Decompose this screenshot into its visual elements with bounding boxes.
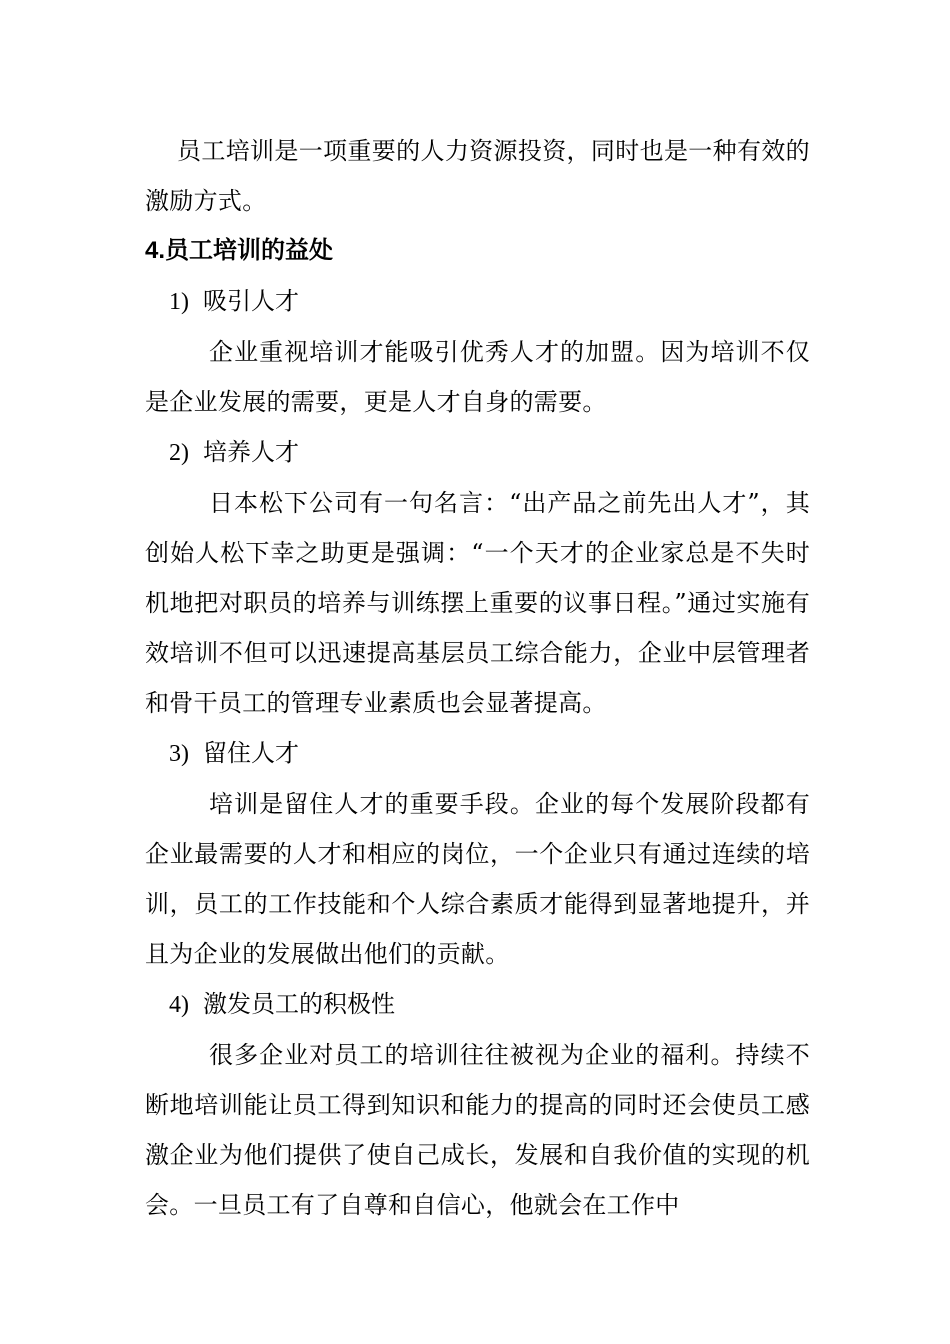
list-title: 留住人才 [203,739,299,767]
list-title: 吸引人才 [203,287,299,315]
list-number: 4) [169,992,189,1018]
item-2-body: 日本松下公司有一句名言：“出产品之前先出人才”，其创始人松下幸之助更是强调：“一个天才的企业家总是不失时机地把对职员的培养与训练摆上重要的议事日程。”通过实施有效培训不但可以迅速提高基层员工综合能力，企业中层管理者和骨干员工的管理专业素质也会显著提高。 [145,489,810,717]
list-item-4-heading [145,979,810,1030]
list-item-2-heading [145,427,810,478]
item-4-body: 很多企业对员工的培训往往被视为企业的福利。持续不断地培训能让员工得到知识和能力的提高的同时还会使员工感激企业为他们提供了使自己成长，发展和自我价值的实现的机会。一旦员工有了自尊和自信心，他就会在工作中 [145,1041,810,1219]
list-number: 3) [169,741,189,767]
list-title: 激发员工的积极性 [203,990,395,1018]
document-page [145,126,810,1230]
list-number: 2) [169,440,189,466]
list-item-1-heading [145,276,810,327]
list-number: 1) [169,289,189,315]
list-title: 培养人才 [203,438,299,466]
item-3-body: 培训是留住人才的重要手段。企业的每个发展阶段都有企业最需要的人才和相应的岗位，一个企业只有通过连续的培训，员工的工作技能和个人综合素质才能得到显著地提升，并且为企业的发展做出他们的贡献。 [145,790,810,968]
section-heading: 4.员工培训的益处 [145,237,334,264]
item-1-body: 企业重视培训才能吸引优秀人才的加盟。因为培训不仅是企业发展的需要，更是人才自身的需要。 [145,338,810,416]
list-item-3-heading [145,728,810,779]
intro-paragraph: 员工培训是一项重要的人力资源投资，同时也是一种有效的激励方式。 [145,137,810,215]
